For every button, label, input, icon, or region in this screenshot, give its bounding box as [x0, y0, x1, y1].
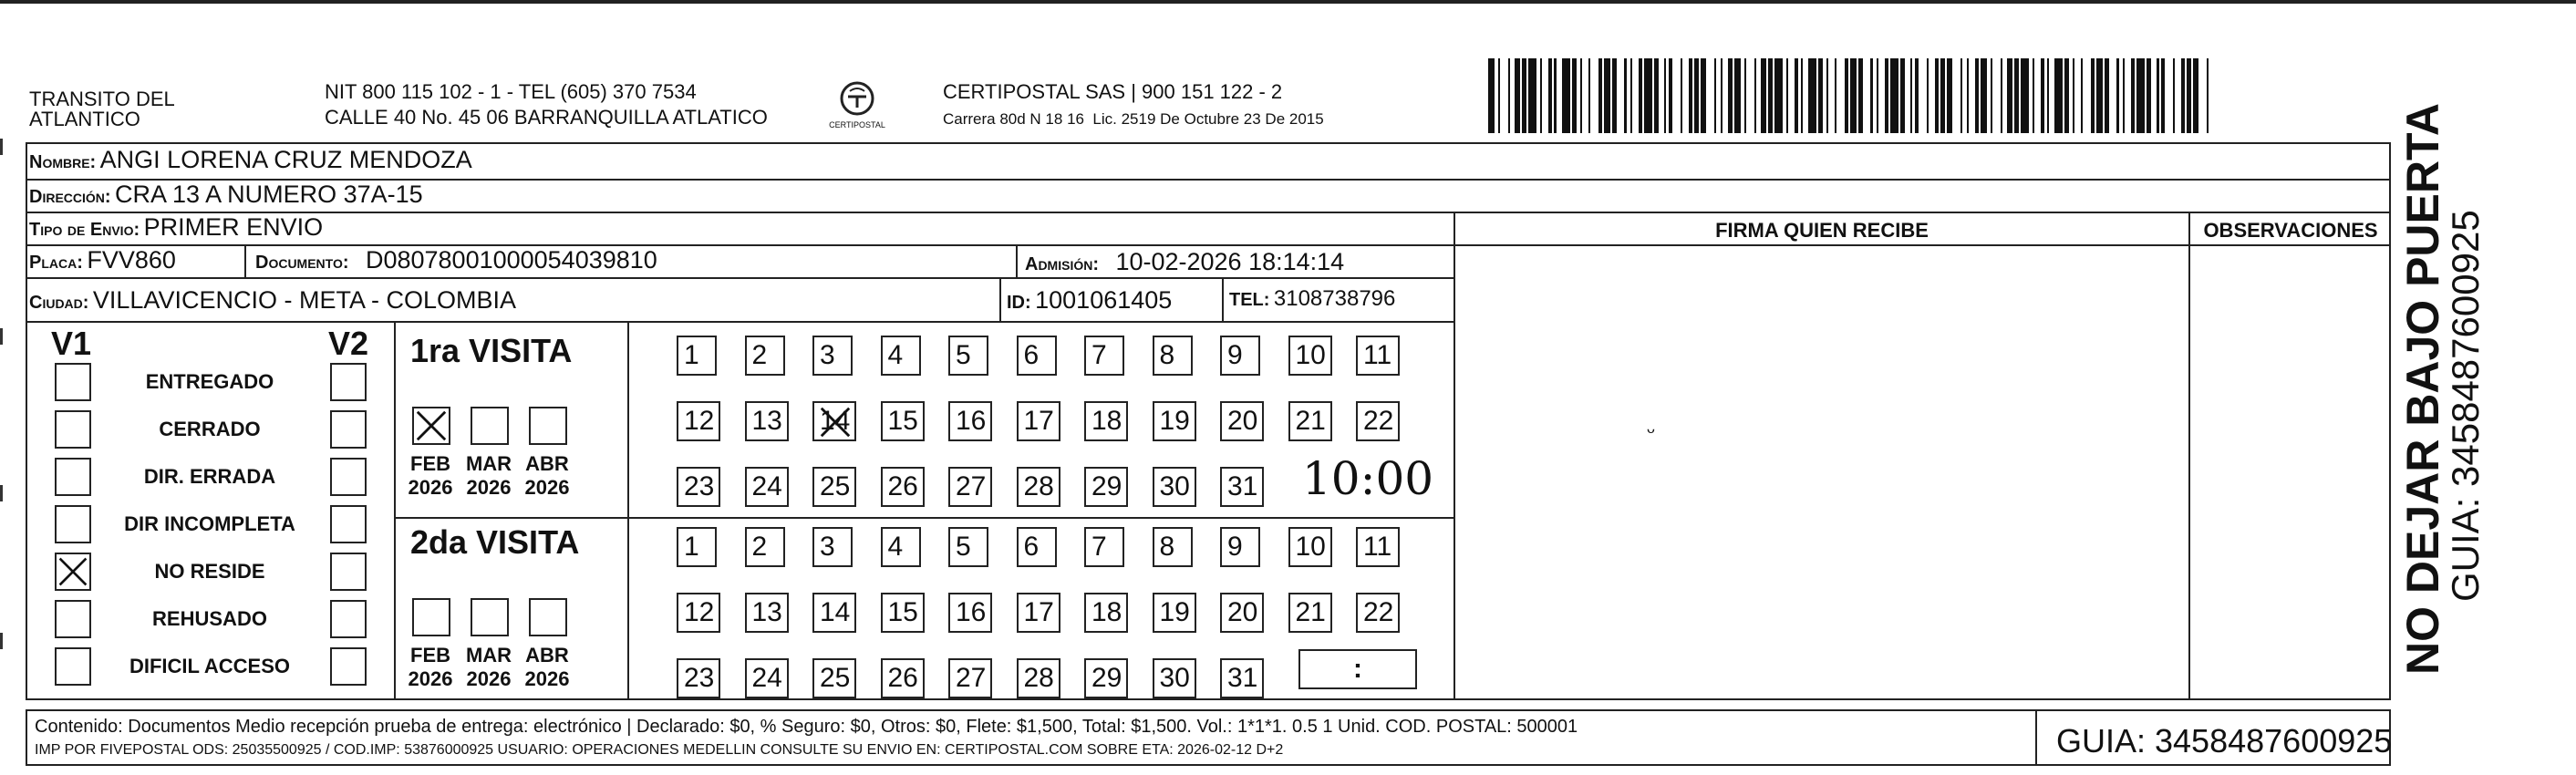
sender-nit: NIT 800 115 102 - 1 - TEL (605) 370 7534: [325, 80, 697, 103]
divider: [627, 321, 629, 700]
margin-tick: [0, 328, 3, 345]
status-checkbox-v2[interactable]: [330, 410, 367, 449]
sender-name-line2: ATLANTICO: [29, 108, 140, 130]
side-warning: NO DEJAR BAJO PUERTA: [2397, 103, 2448, 675]
status-checkbox-v1[interactable]: [55, 410, 91, 449]
first-visit-day[interactable]: 20: [1220, 401, 1264, 441]
status-checkbox-v2[interactable]: [330, 647, 367, 686]
second-visit-month-checkbox[interactable]: [471, 598, 509, 636]
tipo-envio-value: PRIMER ENVIO: [143, 213, 324, 241]
divider: [1454, 244, 2391, 246]
second-visit-day[interactable]: 13: [745, 593, 789, 633]
first-visit-day[interactable]: 28: [1017, 467, 1060, 507]
ciudad-label: Ciudad:: [29, 293, 89, 313]
divider: [394, 517, 1454, 519]
second-visit-day[interactable]: 7: [1084, 527, 1124, 567]
first-visit-day[interactable]: 24: [745, 467, 789, 507]
status-checkbox-v1[interactable]: [55, 553, 91, 591]
month-label: MAR 2026: [465, 452, 512, 499]
second-visit-day[interactable]: 25: [812, 658, 856, 698]
first-visit-month-checkbox[interactable]: [529, 407, 567, 445]
margin-tick: [0, 633, 3, 649]
second-visit-day[interactable]: 28: [1017, 658, 1060, 698]
side-panel: [2396, 103, 2524, 675]
first-visit-day[interactable]: 7: [1084, 336, 1124, 376]
month-label: FEB 2026: [408, 452, 453, 499]
status-checkbox-v1[interactable]: [55, 647, 91, 686]
month-label: ABR 2026: [524, 644, 570, 690]
v2-header: V2: [328, 325, 369, 362]
second-visit-day[interactable]: 29: [1084, 658, 1128, 698]
margin-tick: [0, 485, 3, 501]
sender-address: CALLE 40 No. 45 06 BARRANQUILLA ATLATICO: [325, 106, 768, 129]
status-checkbox-v2[interactable]: [330, 363, 367, 401]
second-visit-day[interactable]: 14: [812, 593, 856, 633]
v1-header: V1: [51, 325, 92, 362]
first-visit-day[interactable]: 18: [1084, 401, 1128, 441]
first-visit-day[interactable]: 17: [1017, 401, 1060, 441]
divider: [26, 212, 2391, 213]
divider: [2188, 212, 2190, 700]
side-guia: GUIA: 3458487600925: [2444, 210, 2487, 602]
first-visit-day[interactable]: 25: [812, 467, 856, 507]
second-visit-day[interactable]: 1: [677, 527, 717, 567]
status-checkbox-v2[interactable]: [330, 600, 367, 638]
first-visit-day[interactable]: 4: [881, 336, 921, 376]
firma-header: FIRMA QUIEN RECIBE: [1715, 219, 1929, 242]
first-visit-day[interactable]: 2: [745, 336, 785, 376]
first-visit-day[interactable]: 22: [1356, 401, 1400, 441]
tel-label: TEL:: [1229, 290, 1270, 310]
status-checkbox-v2[interactable]: [330, 505, 367, 543]
status-label: DIR. ERRADA: [143, 465, 276, 488]
first-visit-day[interactable]: 13: [745, 401, 789, 441]
first-visit-day[interactable]: 21: [1288, 401, 1332, 441]
second-visit-day[interactable]: 4: [881, 527, 921, 567]
margin-tick: [0, 139, 3, 155]
second-visit-day[interactable]: 12: [677, 593, 720, 633]
status-checkbox-v1[interactable]: [55, 505, 91, 543]
ciudad-value: VILLAVICENCIO - META - COLOMBIA: [92, 286, 516, 314]
day-cross-mark: [818, 405, 853, 439]
first-visit-day[interactable]: 15: [881, 401, 925, 441]
second-visit-time-field[interactable]: :: [1298, 649, 1417, 689]
divider: [999, 277, 1001, 321]
footer-imp: IMP POR FIVEPOSTAL ODS: 25035500925 / COD.IMP: 53876000925 USUARIO: OPERACIONES MEDELLIN CONSULTE SU ENVIO EN: CERTIPOSTAL.COM SOBRE ETA: 2026-02-12 D+2: [35, 742, 1284, 758]
first-visit-day[interactable]: 5: [948, 336, 988, 376]
status-label: ENTREGADO: [145, 370, 274, 393]
direccion-value: CRA 13 A NUMERO 37A-15: [115, 181, 423, 208]
first-visit-day[interactable]: 16: [948, 401, 992, 441]
first-visit-month-checkbox[interactable]: [412, 407, 450, 445]
second-visit-day[interactable]: 31: [1220, 658, 1264, 698]
divider: [26, 277, 1454, 279]
logo-text: CERTIPOSTAL: [829, 120, 885, 129]
first-visit-day[interactable]: 6: [1017, 336, 1057, 376]
first-visit-day[interactable]: 11: [1356, 336, 1400, 376]
month-label: MAR 2026: [465, 644, 512, 690]
first-visit-day[interactable]: 27: [948, 467, 992, 507]
certipostal-logo-icon: [837, 78, 877, 119]
first-visit-day[interactable]: 1: [677, 336, 717, 376]
first-visit-month-checkbox[interactable]: [471, 407, 509, 445]
divider: [2035, 709, 2037, 766]
admision-label: Admisión:: [1025, 254, 1099, 274]
first-visit-day[interactable]: 9: [1220, 336, 1260, 376]
first-visit-day[interactable]: 3: [812, 336, 853, 376]
second-visit-day[interactable]: 30: [1153, 658, 1196, 698]
status-label: NO RESIDE: [154, 560, 265, 583]
divider: [1454, 212, 1455, 700]
company-name: CERTIPOSTAL SAS | 900 151 122 - 2: [943, 80, 1283, 103]
first-visit-day[interactable]: 10: [1288, 336, 1332, 376]
month-label: ABR 2026: [524, 452, 570, 499]
second-visit-day[interactable]: 15: [881, 593, 925, 633]
divider: [244, 244, 246, 277]
second-visit-day[interactable]: 6: [1017, 527, 1057, 567]
first-visit-day[interactable]: 29: [1084, 467, 1128, 507]
company-license: Carrera 80d N 18 16 Lic. 2519 De Octubre 23 De 2015: [943, 110, 1324, 128]
second-visit-day[interactable]: 3: [812, 527, 853, 567]
first-visit-day[interactable]: 14: [812, 401, 856, 441]
first-visit-day[interactable]: 31: [1220, 467, 1264, 507]
divider: [26, 244, 1454, 246]
second-visit-day[interactable]: 8: [1153, 527, 1193, 567]
status-label: DIFICIL ACCESO: [129, 655, 290, 677]
second-visit-day[interactable]: 26: [881, 658, 925, 698]
first-visit-day[interactable]: 30: [1153, 467, 1196, 507]
observaciones-header: OBSERVACIONES: [2203, 219, 2378, 242]
tel-value: 3108738796: [1273, 286, 1396, 311]
second-visit-day[interactable]: 11: [1356, 527, 1400, 567]
admision-value: 10-02-2026 18:14:14: [1115, 248, 1345, 275]
second-visit-day[interactable]: 24: [745, 658, 789, 698]
tipo-envio-label: Tipo de Envio:: [29, 220, 140, 240]
second-visit-day[interactable]: 17: [1017, 593, 1060, 633]
second-visit-day[interactable]: 18: [1084, 593, 1128, 633]
direccion-label: Dirección:: [29, 187, 111, 207]
second-visit-day[interactable]: 23: [677, 658, 720, 698]
nombre-value: ANGI LORENA CRUZ MENDOZA: [99, 146, 472, 173]
second-visit-day[interactable]: 27: [948, 658, 992, 698]
second-visit-day[interactable]: 10: [1288, 527, 1332, 567]
status-label: CERRADO: [159, 418, 261, 440]
divider: [394, 321, 396, 700]
status-checkbox-v2[interactable]: [330, 553, 367, 591]
divider: [1222, 277, 1224, 321]
status-checkbox-v1[interactable]: [55, 458, 91, 496]
status-checkbox-v2[interactable]: [330, 458, 367, 496]
first-visit-day[interactable]: 8: [1153, 336, 1193, 376]
second-visit-day[interactable]: 5: [948, 527, 988, 567]
first-visit-day[interactable]: 23: [677, 467, 720, 507]
top-border: [0, 0, 2576, 4]
second-visit-day[interactable]: 16: [948, 593, 992, 633]
second-visit-day[interactable]: 20: [1220, 593, 1264, 633]
documento-label: Documento:: [255, 253, 349, 273]
first-visit-day[interactable]: 12: [677, 401, 720, 441]
status-checkbox-v1[interactable]: [55, 600, 91, 638]
barcode: [1488, 58, 2209, 133]
second-visit-day[interactable]: 21: [1288, 593, 1332, 633]
sender-name-line1: TRANSITO DEL: [29, 88, 175, 110]
first-visit-time-handwritten: 10:00: [1302, 452, 1434, 505]
second-visit-day[interactable]: 2: [745, 527, 785, 567]
status-checkbox-v1[interactable]: [55, 363, 91, 401]
second-visit-day[interactable]: 9: [1220, 527, 1260, 567]
footer-guia: GUIA: 3458487600925: [2056, 722, 2393, 760]
first-visit-day[interactable]: 26: [881, 467, 925, 507]
placa-label: Placa:: [29, 253, 83, 273]
footer-contenido: Contenido: Documentos Medio recepción prueba de entrega: electrónico | Declarado: $0, % Seguro: $0, Otros: $0, Flete: $1,500, Total: $1,500. Vol.: 1*1*1. 0.5 1 Unid. COD. POSTAL: 500001: [35, 717, 1578, 737]
month-label: FEB 2026: [408, 644, 453, 690]
second-visit-month-checkbox[interactable]: [529, 598, 567, 636]
second-visit-title: 2da VISITA: [410, 523, 580, 561]
status-label: DIR INCOMPLETA: [124, 512, 295, 535]
second-visit-month-checkbox[interactable]: [412, 598, 450, 636]
documento-value: D08078001000054039810: [365, 246, 657, 274]
status-label: REHUSADO: [152, 607, 267, 630]
placa-value: FVV860: [87, 246, 176, 274]
id-value: 1001061405: [1035, 286, 1173, 314]
divider: [26, 321, 1454, 323]
divider: [1016, 244, 1018, 277]
second-visit-day[interactable]: 19: [1153, 593, 1196, 633]
id-label: ID:: [1007, 293, 1031, 313]
nombre-label: Nombre:: [29, 152, 97, 172]
first-visit-day[interactable]: 19: [1153, 401, 1196, 441]
signature-mark: ᴗ: [1647, 421, 1655, 437]
first-visit-title: 1ra VISITA: [410, 332, 573, 369]
second-visit-day[interactable]: 22: [1356, 593, 1400, 633]
